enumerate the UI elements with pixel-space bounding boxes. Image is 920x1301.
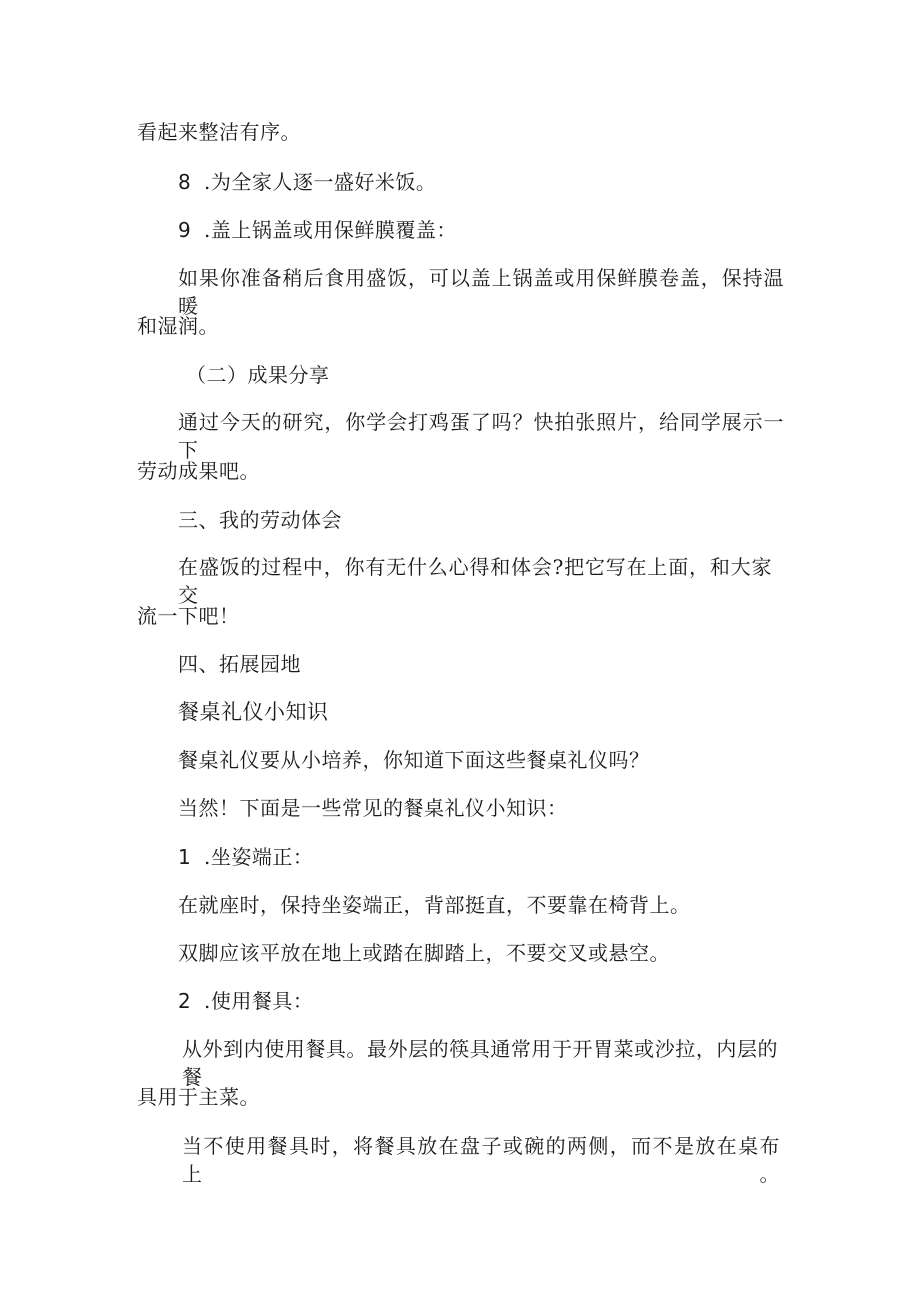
list-number: 2 [178, 989, 192, 1013]
paragraph-line: 流一下吧！ [137, 604, 240, 628]
list-item [178, 168, 436, 196]
list-item-text: .使用餐具： [204, 989, 314, 1013]
list-item [178, 843, 313, 871]
paragraph-line: 通过今天的研究，你学会打鸡蛋了吗？快拍张照片，给同学展示一下 [178, 410, 784, 462]
list-item [178, 216, 457, 244]
list-item-text: .坐姿端正： [204, 845, 314, 869]
paragraph-line: 餐桌礼仪要从小培养，你知道下面这些餐桌礼仪吗？ [178, 748, 650, 772]
list-number: 8 [178, 170, 192, 194]
list-item-text: .为全家人逐一盛好米饭。 [204, 170, 437, 194]
section-heading: （二）成果分享 [186, 363, 330, 387]
paragraph-line: 当不使用餐具时，将餐具放在盘子或碗的两侧，而不是放在桌布上。 [182, 1134, 780, 1186]
list-number: 9 [178, 218, 192, 242]
list-number: 1 [178, 845, 192, 869]
paragraph-line: 在盛饭的过程中，你有无什么心得和体会?把它写在上面，和大家交 [178, 555, 772, 607]
section-heading: 三、我的劳动体会 [178, 508, 342, 532]
section-heading: 四、拓展园地 [178, 652, 301, 676]
text-line: 看起来整洁有序。 [137, 120, 301, 144]
subsection-title: 餐桌礼仪小知识 [178, 700, 329, 724]
paragraph-line: 在就座时，保持坐姿端正，背部挺直，不要靠在椅背上。 [178, 893, 691, 917]
list-item [178, 987, 313, 1015]
paragraph-line: 劳动成果吧。 [137, 459, 260, 483]
paragraph-line: 当然！下面是一些常见的餐桌礼仪小知识： [178, 796, 568, 820]
paragraph-line: 如果你准备稍后食用盛饭，可以盖上锅盖或用保鲜膜卷盖，保持温暖 [178, 266, 784, 318]
paragraph-line: 从外到内使用餐具。最外层的筷具通常用于开胃菜或沙拉，内层的餐 [182, 1037, 778, 1089]
list-item-text: .盖上锅盖或用保鲜膜覆盖： [204, 218, 457, 242]
paragraph-line: 和湿润。 [137, 314, 219, 338]
paragraph-line: 双脚应该平放在地上或踏在脚踏上，不要交叉或悬空。 [178, 941, 670, 965]
paragraph-line: 具用于主菜。 [137, 1085, 260, 1109]
